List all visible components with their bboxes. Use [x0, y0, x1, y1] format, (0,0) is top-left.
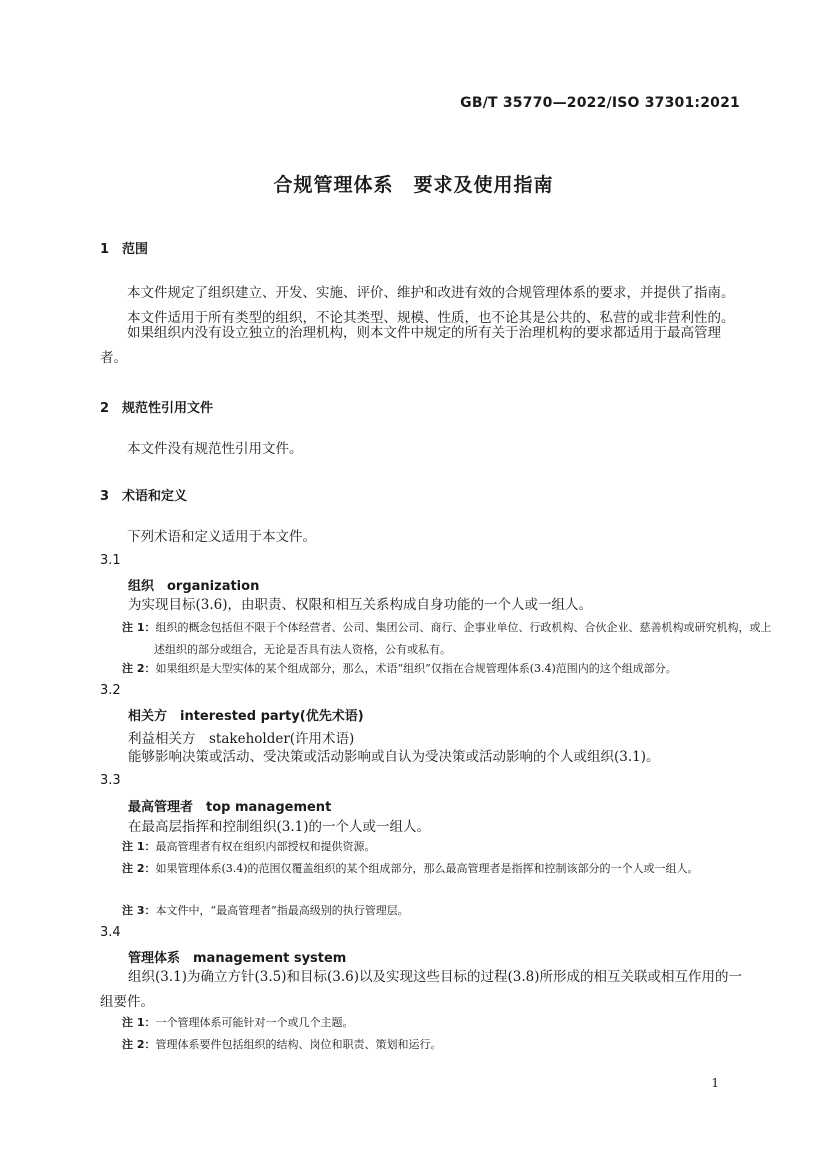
- note-text: 一个管理体系可能针对一个或几个主题。: [155, 1016, 354, 1029]
- term-heading: 相关方 interested party(优先术语): [128, 709, 364, 724]
- note-label: 注 1：: [122, 840, 156, 853]
- clause-3-heading: [100, 485, 187, 504]
- clause-title: 范围: [122, 242, 149, 257]
- standard-code: GB/T 35770—2022/ISO 37301:2021: [460, 95, 740, 111]
- term-note: [122, 617, 774, 661]
- clause-number: 1: [100, 242, 110, 257]
- term-note: [122, 1034, 774, 1056]
- note-label: 注 1：: [122, 621, 156, 634]
- term-heading: 最高管理者 top management: [128, 800, 332, 815]
- term-note: [122, 900, 774, 922]
- term-note: [122, 858, 774, 880]
- term-number: 3.1: [100, 553, 121, 568]
- term-number: 3.4: [100, 925, 121, 940]
- term-admitted: 利益相关方 stakeholder(许用术语): [128, 731, 355, 747]
- clause-1-paragraph-3: 如果组织内没有设立独立的治理机构，则本文件中规定的所有关于治理机构的要求都适用于最高管理者。: [100, 325, 721, 366]
- note-label: 注 2：: [122, 1038, 156, 1051]
- term-note: [122, 836, 774, 858]
- term-number: 3.3: [100, 773, 121, 788]
- note-label: 注 2：: [122, 662, 156, 675]
- note-text: 管理体系要件包括组织的结构、岗位和职责、策划和运行。: [155, 1038, 442, 1051]
- term-heading: 管理体系 management system: [128, 951, 347, 966]
- term-definition: 为实现目标(3.6)，由职责、权限和相互关系构成自身功能的一个人或一组人。: [128, 597, 593, 613]
- note-text: 本文件中，“最高管理者”指最高级别的执行管理层。: [155, 904, 409, 917]
- note-text: 最高管理者有权在组织内部授权和提供资源。: [155, 840, 376, 853]
- term-note: [122, 658, 774, 680]
- note-text: 如果管理体系(3.4)的范围仅覆盖组织的某个组成部分，那么最高管理者是指挥和控制该部分的一个人或一组人。: [155, 862, 699, 875]
- note-label: 注 2：: [122, 862, 156, 875]
- clause-2-paragraph-1: 本文件没有规范性引用文件。: [127, 441, 303, 457]
- clause-title: 术语和定义: [122, 489, 188, 504]
- clause-title: 规范性引用文件: [122, 401, 214, 416]
- term-number: 3.2: [100, 683, 121, 698]
- clause-1-paragraph-2: 本文件适用于所有类型的组织，不论其类型、规模、性质，也不论其是公共的、私营的或非营利性的。: [127, 310, 735, 326]
- clause-number: 2: [100, 401, 110, 416]
- note-text: 如果组织是大型实体的某个组成部分，那么，术语“组织”仅指在合规管理体系(3.4)范围内的这个组成部分。: [155, 662, 677, 675]
- clause-2-heading: [100, 397, 213, 416]
- term-definition: 在最高层指挥和控制组织(3.1)的一个人或一组人。: [128, 819, 431, 835]
- term-definition: 能够影响决策或活动、受决策或活动影响或自认为受决策或活动影响的个人或组织(3.1)。: [128, 749, 660, 765]
- note-text: 组织的概念包括但不限于个体经营者、公司、集团公司、商行、企事业单位、行政机构、合伙企业、慈善机构或研究机构，或上述组织的部分或组合，无论是否具有法人资格，公有或私有。: [154, 621, 772, 656]
- term-definition: 组织(3.1)为确立方针(3.5)和目标(3.6)以及实现这些目标的过程(3.8)所形成的相互关联或相互作用的一组要件。: [100, 969, 743, 1010]
- page-number: 1: [711, 1076, 719, 1090]
- clause-1-heading: [100, 238, 148, 257]
- clause-number: 3: [100, 489, 110, 504]
- note-label: 注 3：: [122, 904, 156, 917]
- clause-3-intro: 下列术语和定义适用于本文件。: [127, 529, 316, 545]
- document-title: 合规管理体系 要求及使用指南: [273, 174, 554, 196]
- term-note: [122, 1012, 774, 1034]
- term-heading: 组织 organization: [128, 579, 260, 594]
- clause-1-paragraph-1: 本文件规定了组织建立、开发、实施、评价、维护和改进有效的合规管理体系的要求，并提供了指南。: [127, 285, 735, 301]
- note-label: 注 1：: [122, 1016, 156, 1029]
